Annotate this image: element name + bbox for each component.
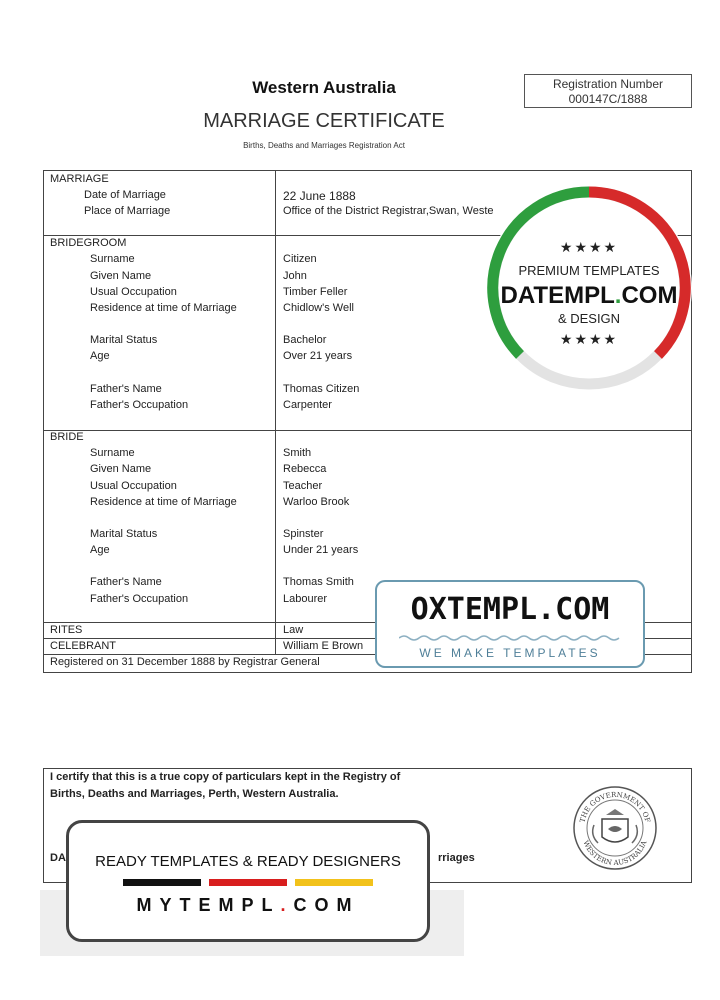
registration-label: Registration Number [552,77,664,91]
groom-surname-label: Surname [90,253,135,265]
section-marriage: MARRIAGE [50,173,109,185]
groom-father-label: Father's Name [90,383,162,395]
bride-status-value: Spinster [283,528,324,540]
certify-line-3-end: rriages [438,852,475,864]
groom-given-label: Given Name [90,270,152,282]
row-divider [44,430,691,431]
groom-residence-label: Residence at time of Marriage [90,302,237,314]
section-bride: BRIDE [50,431,84,443]
certify-line-1: I certify that this is a true copy of particulars kept in the Registry of [50,771,401,783]
celebrant-label: CELEBRANT [50,640,117,652]
registration-box [524,74,692,108]
mytempl-headline: READY TEMPLATES & READY DESIGNERS [95,853,401,870]
oxtempl-title: OXTEMPL.COM [410,592,610,627]
stamp-line-premium: PREMIUM TEMPLATES [518,263,660,278]
bride-residence-label: Residence at time of Marriage [90,496,237,508]
bride-occupation-value: Teacher [283,480,323,492]
groom-age-value: Over 21 years [283,350,353,362]
bar-yellow [295,879,373,886]
bride-father-occupation-label: Father's Occupation [90,593,189,605]
oxtempl-tagline: WE MAKE TEMPLATES [419,646,601,660]
certify-line-2: Births, Deaths and Marriages, Perth, Western Australia. [50,788,339,800]
groom-surname-value: Citizen [283,253,317,265]
section-bridegroom: BRIDEGROOM [50,237,127,249]
stamp-line-site: DATEMPL.COM [500,282,678,309]
date-of-marriage-label: Date of Marriage [84,189,166,201]
place-of-marriage-value: Office of the District Registrar,Swan, Weste [283,205,494,217]
column-divider [275,171,276,631]
datempl-watermark [486,185,692,391]
document-state: Western Australia [252,78,396,97]
date-of-marriage-value: 22 June 1888 [283,189,356,203]
groom-given-value: John [283,270,307,282]
svg-text:WESTERN AUSTRALIA: WESTERN AUSTRALIA [581,839,649,868]
rites-label: RITES [50,624,83,636]
groom-occupation-label: Usual Occupation [90,286,177,298]
bride-age-value: Under 21 years [283,544,359,556]
groom-residence-value: Chidlow's Well [283,302,354,314]
bar-red [209,879,287,886]
wave-divider-icon [399,634,621,642]
bride-age-label: Age [90,544,110,556]
bride-surname-label: Surname [90,447,135,459]
groom-occupation-value: Timber Feller [283,286,348,298]
government-seal-icon [572,785,658,871]
registration-number: 000147C/1888 [568,92,648,106]
bride-father-occupation-value: Labourer [283,593,328,605]
groom-age-label: Age [90,350,110,362]
bar-black [123,879,201,886]
bride-status-label: Marital Status [90,528,158,540]
bride-surname-value: Smith [283,447,312,459]
bride-residence-value: Warloo Brook [283,496,350,508]
groom-status-value: Bachelor [283,334,327,346]
stars-top-icon: ★★★★ [559,239,619,255]
bride-occupation-label: Usual Occupation [90,480,177,492]
stamp-line-design: & DESIGN [557,311,621,326]
rites-value: Law [283,624,304,636]
mytempl-watermark [66,820,430,942]
bride-given-value: Rebecca [283,463,327,475]
celebrant-value: William E Brown [283,640,364,652]
bride-given-label: Given Name [90,463,152,475]
bride-father-label: Father's Name [90,576,162,588]
bride-father-value: Thomas Smith [283,576,354,588]
groom-father-occupation-value: Carpenter [283,399,332,411]
mytempl-site: MYTEMPL.COM [136,895,360,915]
registered-line: Registered on 31 December 1888 by Registrar General [50,656,320,668]
groom-father-occupation-label: Father's Occupation [90,399,189,411]
stars-bottom-icon: ★★★★ [559,331,619,347]
certify-line-3-start: DA [50,852,66,864]
svg-text:THE GOVERNMENT OF: THE GOVERNMENT OF [578,790,652,824]
groom-status-label: Marital Status [90,334,158,346]
oxtempl-watermark [375,580,645,668]
document-title: MARRIAGE CERTIFICATE [203,110,445,132]
groom-father-value: Thomas Citizen [283,383,360,395]
place-of-marriage-label: Place of Marriage [84,205,171,217]
document-act: Births, Deaths and Marriages Registration Act [243,141,405,150]
